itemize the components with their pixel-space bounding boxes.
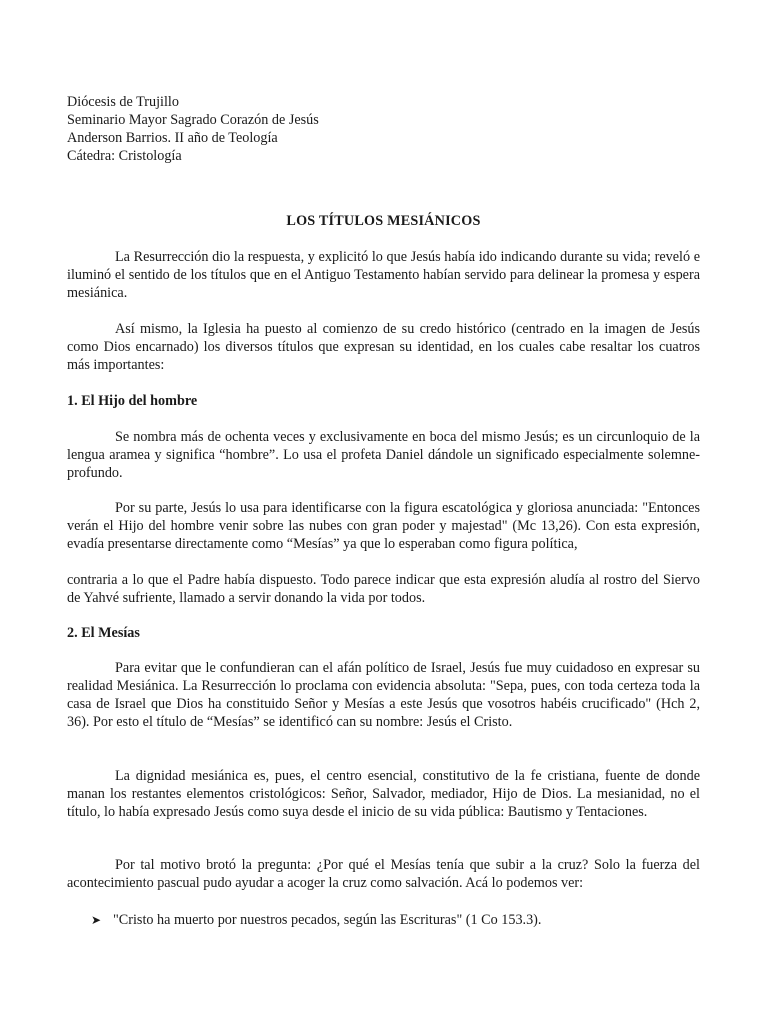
header-diocese: Diócesis de Trujillo: [67, 94, 179, 110]
bullet-text: "Cristo ha muerto por nuestros pecados, según las Escrituras" (1 Co 153.3).: [113, 912, 542, 928]
document-header: [67, 93, 319, 165]
paragraph-mesias-1: Para evitar que le confundieran can el afán político de Israel, Jesús fue muy cuidadoso en expresar su realidad Mesiánica. La Resurrección lo proclama con evidencia absoluta: "Sepa, pues, con toda certeza toda la casa de Israel que Dios ha constituido Señor y Mesías a este Jesús que vosotros habéis crucificado" (Hch 2, 36). Por esto el título de “Mesías” se identificó can su nombre: Jesús el Cristo.: [67, 660, 700, 730]
document-title: LOS TÍTULOS MESIÁNICOS: [286, 213, 481, 229]
paragraph-resurrection: La Resurrección dio la respuesta, y explicitó lo que Jesús había ido indicando durante su vida; reveló e iluminó el sentido de los títulos que en el Antiguo Testamento habían servido para delinear la promesa y espera mesiánica.: [67, 249, 700, 301]
paragraph-mesias-3: Por tal motivo brotó la pregunta: ¿Por qué el Mesías tenía que subir a la cruz? Solo la fuerza del acontecimiento pascual pudo ayudar a acoger la cruz como salvación. Acá lo podemos ver:: [67, 857, 700, 891]
bullet-list-item: [91, 911, 541, 929]
paragraph-mesias-2: La dignidad mesiánica es, pues, el centro esencial, constitutivo de la fe cristiana, fuente de donde manan los restantes elementos cristológicos: Señor, Salvador, mediador, Hijo de Dios. La mesianidad, no el título, lo había expresado Jesús como suya desde el inicio de su vida pública: Bautismo y Tentaciones.: [67, 768, 700, 820]
paragraph-hijo-del-hombre-2-continued: contraria a lo que el Padre había dispuesto. Todo parece indicar que esta expresión aludía al rostro del Siervo de Yahvé sufriente, llamado a servir donando la vida por todos.: [67, 572, 700, 606]
arrow-bullet-icon: ➤: [91, 913, 102, 927]
header-seminary: Seminario Mayor Sagrado Corazón de Jesús: [67, 112, 319, 128]
paragraph-credo: Así mismo, la Iglesia ha puesto al comienzo de su credo histórico (centrado en la imagen de Jesús como Dios encarnado) los diversos títulos que expresan su identidad, en los cuales cabe resaltar los cuatros más importantes:: [67, 321, 700, 373]
header-author: Anderson Barrios. II año de Teología: [67, 130, 278, 146]
paragraph-hijo-del-hombre-2: Por su parte, Jesús lo usa para identificarse con la figura escatológica y gloriosa anunciada: "Entonces verán el Hijo del hombre venir sobre las nubes con gran poder y majestad" (Mc 13,26). Con esta expresión, evadía presentarse directamente como “Mesías” ya que lo esperaban como figura política,: [67, 500, 700, 552]
heading-hijo-del-hombre: 1. El Hijo del hombre: [67, 393, 198, 409]
heading-mesias: 2. El Mesías: [67, 625, 140, 641]
header-course: Cátedra: Cristología: [67, 148, 182, 164]
paragraph-hijo-del-hombre-1: Se nombra más de ochenta veces y exclusivamente en boca del mismo Jesús; es un circunloquio de la lengua aramea y significa “hombre”. Lo usa el profeta Daniel dándole un significado especialmente solemne-profundo.: [67, 429, 700, 481]
